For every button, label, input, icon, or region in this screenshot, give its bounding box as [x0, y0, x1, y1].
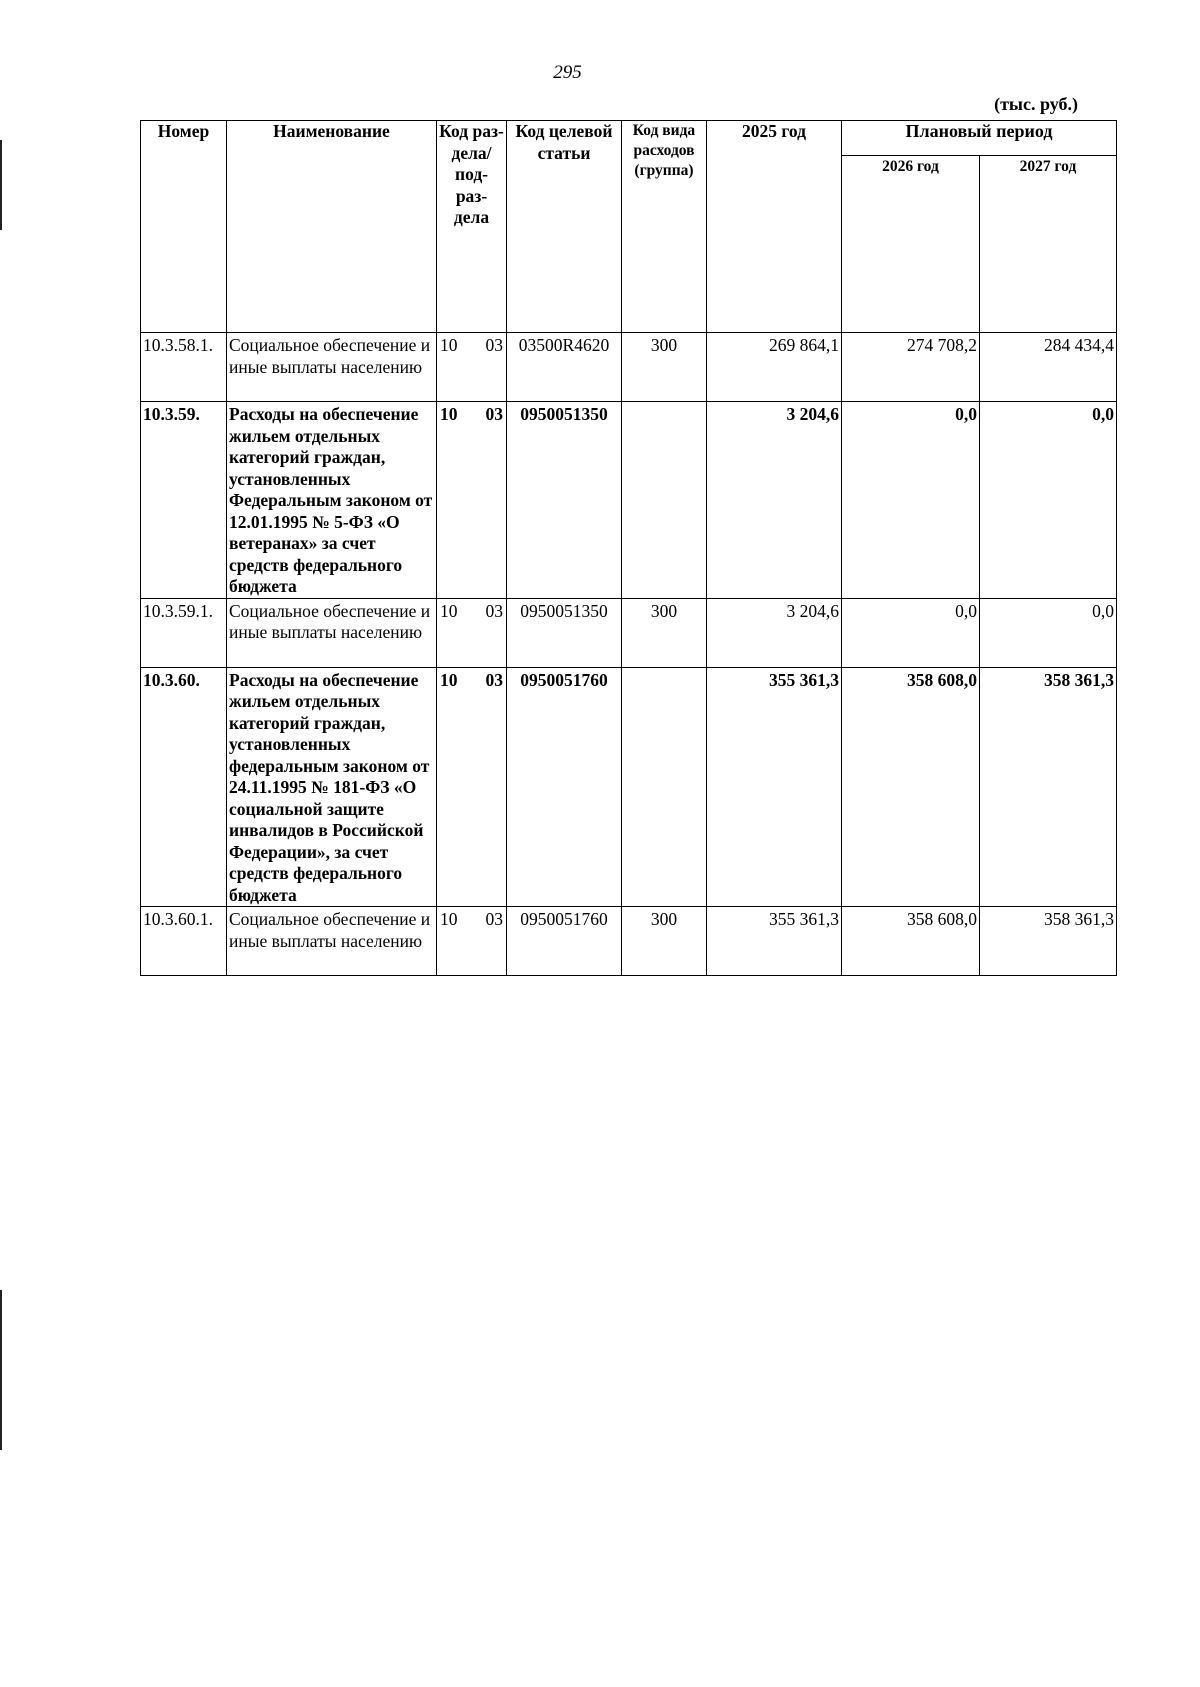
row-section-code — [437, 333, 507, 402]
section-code: 10 — [440, 600, 458, 621]
scan-edge-mark — [0, 1290, 2, 1450]
row-section-code — [437, 907, 507, 976]
row-number: 10.3.60. — [141, 667, 227, 907]
row-expense-type — [622, 667, 707, 907]
row-value-2026: 0,0 — [842, 598, 980, 667]
subsection-code: 03 — [485, 335, 503, 355]
row-expense-type — [622, 402, 707, 599]
row-target-code: 0950051760 — [507, 667, 622, 907]
header-year-2026: 2026 год — [842, 156, 980, 333]
row-name: Расходы на обеспечение жильем отдельных категорий граждан, установленных федеральным законом от 24.11.1995 № 181-ФЗ «О социальной защите инвалидов в Российской Федерации», за счет средств федерального бюджета — [227, 667, 437, 907]
scan-edge-mark — [0, 140, 2, 230]
header-name: Наименование — [227, 121, 437, 333]
row-value-2025: 269 864,1 — [707, 333, 842, 402]
row-value-2025: 3 204,6 — [707, 402, 842, 599]
table-row — [141, 598, 1117, 667]
table-row — [141, 667, 1117, 907]
row-number: 10.3.58.1. — [141, 333, 227, 402]
row-expense-type: 300 — [622, 598, 707, 667]
row-value-2026: 274 708,2 — [842, 333, 980, 402]
row-value-2027: 358 361,3 — [980, 907, 1117, 976]
subsection-code: 03 — [485, 404, 503, 424]
row-name: Социальное обеспечение и иные выплаты населению — [227, 598, 437, 667]
section-code: 10 — [440, 909, 458, 929]
row-value-2025: 3 204,6 — [707, 598, 842, 667]
row-section-code — [437, 402, 507, 599]
row-value-2027: 358 361,3 — [980, 667, 1117, 907]
table-row — [141, 907, 1117, 976]
budget-table — [140, 120, 1117, 976]
row-value-2026: 358 608,0 — [842, 907, 980, 976]
subsection-code: 03 — [485, 600, 503, 621]
units-label: (тыс. руб.) — [994, 94, 1078, 114]
row-number: 10.3.59.1. — [141, 598, 227, 667]
table-row — [141, 333, 1117, 402]
header-section: Код раз- дела/ под- раз- дела — [437, 121, 507, 333]
header-expense-type: Код вида расходов (группа) — [622, 121, 707, 333]
row-value-2025: 355 361,3 — [707, 907, 842, 976]
header-planned-period: Плановый период — [842, 121, 1117, 156]
row-value-2026: 0,0 — [842, 402, 980, 599]
row-target-code: 03500R4620 — [507, 333, 622, 402]
section-code: 10 — [440, 335, 458, 355]
row-name: Социальное обеспечение и иные выплаты населению — [227, 907, 437, 976]
table-row — [141, 402, 1117, 599]
row-section-code — [437, 667, 507, 907]
row-number: 10.3.59. — [141, 402, 227, 599]
row-value-2027: 284 434,4 — [980, 333, 1117, 402]
subsection-code: 03 — [485, 909, 503, 929]
header-year-2025: 2025 год — [707, 121, 842, 333]
row-target-code: 0950051350 — [507, 402, 622, 599]
header-year-2027: 2027 год — [980, 156, 1117, 333]
section-code: 10 — [440, 669, 458, 690]
row-value-2026: 358 608,0 — [842, 667, 980, 907]
row-target-code: 0950051350 — [507, 598, 622, 667]
header-number: Номер — [141, 121, 227, 333]
row-section-code — [437, 598, 507, 667]
table-header-row — [141, 121, 1117, 156]
page-number: 295 — [553, 62, 582, 83]
row-name: Социальное обеспечение и иные выплаты населению — [227, 333, 437, 402]
row-expense-type: 300 — [622, 907, 707, 976]
row-name: Расходы на обеспечение жильем отдельных категорий граждан, установленных Федеральным законом от 12.01.1995 № 5-ФЗ «О ветеранах» за счет средств федерального бюджета — [227, 402, 437, 599]
subsection-code: 03 — [485, 669, 503, 690]
header-target: Код целевой статьи — [507, 121, 622, 333]
row-expense-type: 300 — [622, 333, 707, 402]
row-target-code: 0950051760 — [507, 907, 622, 976]
row-value-2025: 355 361,3 — [707, 667, 842, 907]
row-value-2027: 0,0 — [980, 402, 1117, 599]
row-number: 10.3.60.1. — [141, 907, 227, 976]
row-value-2027: 0,0 — [980, 598, 1117, 667]
section-code: 10 — [440, 404, 458, 424]
